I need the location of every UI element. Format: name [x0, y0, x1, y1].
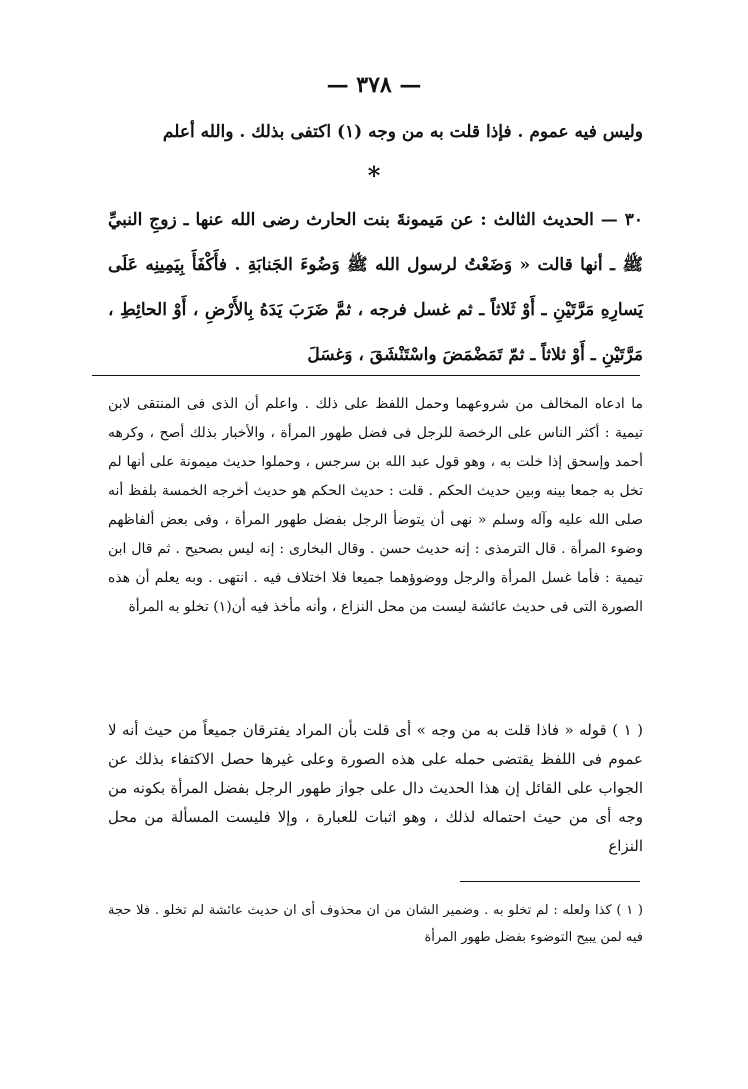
footnote-text: ( ١ ) كذا ولعله : لم تخلو به . وضمير الشان من ان محذوف أى ان حديث عائشة لم تخلو . فلا حجة فيه لمن يبيح التوضوء بفضل طهور المرأة	[108, 903, 643, 945]
main-divider	[92, 375, 640, 376]
explanatory-note: ( ١ ) قوله « فاذا قلت به من وجه » أى قلت بأن المراد يفترقان جميعاً من حيث أنه لا عموم فى اللفظ يقتضى حمله على هذه الصورة وعلى غيرها حصل الاكتفاء بذلك عن الجواب على القائل إن هذا الحديث دال على جواز طهور الرجل بفضل المرأة بكونه من وجه أى من حيث احتماله لذلك ، وهو اثبات للعبارة ، وإلا فليست المسألة من محل النزاع	[108, 721, 643, 855]
page-number: — ٣٧٨ —	[326, 72, 422, 98]
commentary-text: ما ادعاه المخالف من شروعهما وحمل اللفظ على ذلك . واعلم أن الذى فى المنتقى لابن تيمية : أكثر الناس على الرخصة للرجل فى فضل طهور المرأة ، والأخبار بذلك أصح ، وكرهه أحمد وإسحق إذا خلت به ، وهو قول عبد الله بن سرجس ، وحملوا حديث ميمونة على أنها لم تخل به جمعا بينه وبين حديث الحكم . قلت : حديث الحكم هو حديث أخرجه الخمسة بلفظ أنه صلى الله عليه وآله وسلم « نهى أن يتوضأ الرجل بفضل طهور المرأة ، وفى بعض ألفاظهم وضوء المرأة . قال الترمذى : إنه حديث حسن . وقال البخارى : إنه ليس بصحيح . ثم قال ابن تيمية : فأما غسل المرأة والرجل ووضوؤهما جميعا فلا اختلاف فيه . انتهى . وبه يعلم أن هذه الصورة التى فى حديث عائشة ليست من محل النزاع ، وأنه مأخذ فيه أن(١) تخلو به المرأة	[108, 396, 643, 615]
lead-paragraph: وليس فيه عموم . فإذا قلت به من وجه (١) اكتفى بذلك . والله أعلم	[162, 122, 643, 142]
section-asterisk: *	[367, 161, 381, 190]
footnote-divider	[460, 881, 640, 882]
hadith-text: ٣٠ — الحديث الثالث : عن مَيمونةَ بنت الحارث رضى الله عنها ـ زوجِ النبيِّ ﷺ ـ أنها قالت « وَضَعْتُ لرسول الله ﷺ وَضُوءَ الجَنابَةِ . فأَكْفَأَ بِيَمِينِه عَلَى يَسارِهِ مَرَّتَيْنِ ـ أَوْ ثَلاثاً ـ ثم غسل فرجه ، ثمَّ ضَرَبَ يَدَهُ بِالأَرْضِ ، أَوْ الحائِطِ ، مَرَّتَيْنِ ـ أَوْ ثلاثاً ـ ثمّ تَمَضْمَضَ واسْتَنْشَقَ ، وَغسَلَ	[108, 210, 643, 365]
